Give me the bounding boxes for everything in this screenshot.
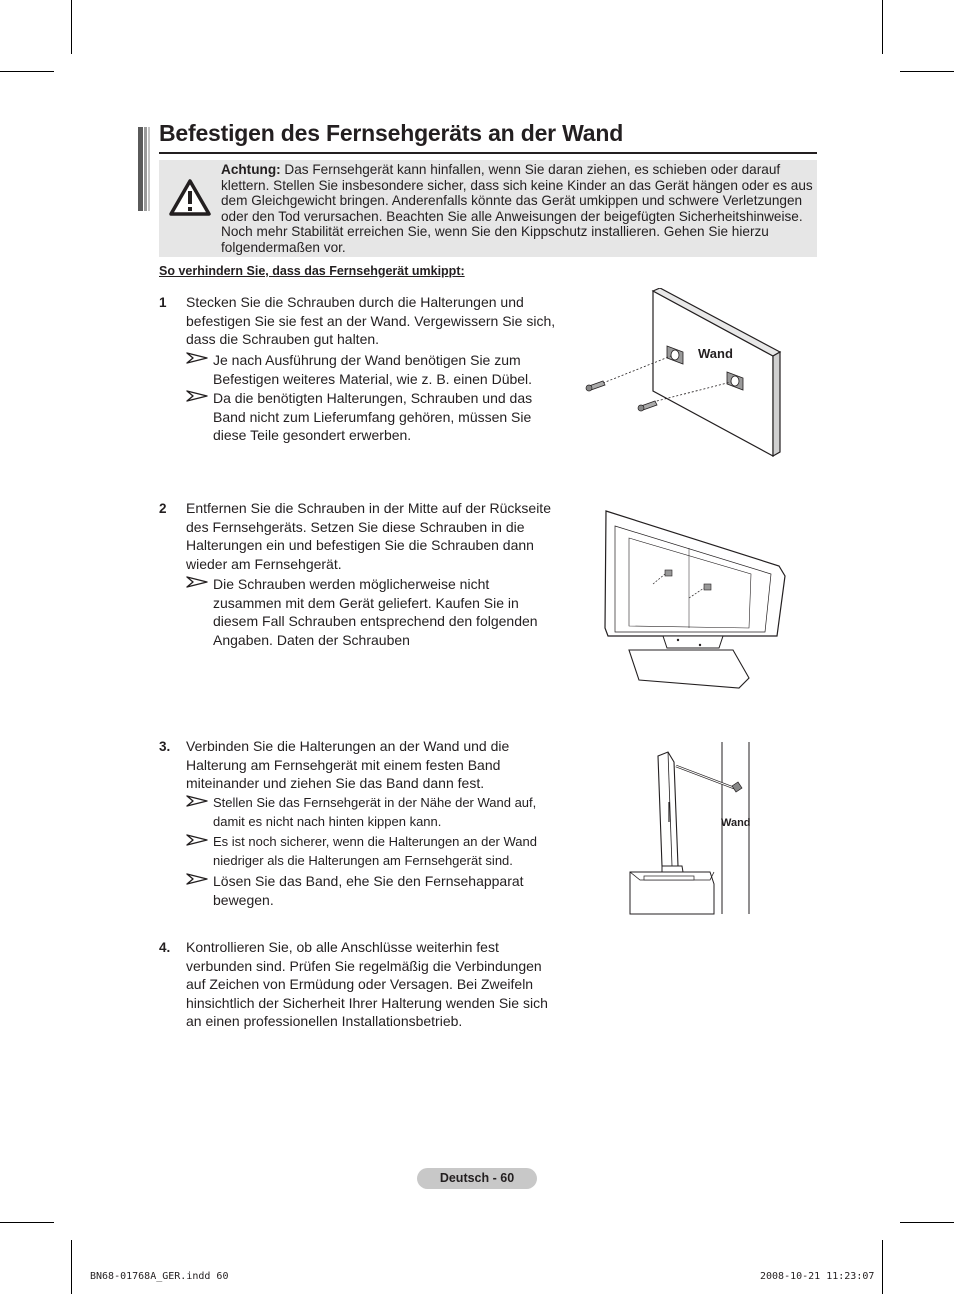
title-decoration	[138, 127, 152, 211]
crop-mark	[900, 1222, 954, 1223]
wall-label: Wand	[698, 346, 733, 361]
caution-text	[221, 162, 813, 256]
step-note	[186, 389, 561, 445]
page-title: Befestigen des Fernsehgeräts an der Wand	[159, 120, 624, 146]
note-text: Stellen Sie das Fernsehgerät in der Nähe der Wand auf, damit es nicht nach hinten kippen kann.	[213, 795, 537, 829]
tv-side-figure	[626, 742, 754, 916]
step-note	[186, 351, 561, 388]
step-number: 4.	[159, 940, 171, 955]
step-text: Entfernen Sie die Schrauben in der Mitte auf der Rückseite des Fernsehgeräts. Setzen Sie diese Schrauben in die Halterungen ein und befestigen Sie die Schrauben dann wieder am Fernsehgerät.	[186, 500, 551, 572]
tv-back-figure	[603, 508, 789, 690]
wall-label: Wand	[721, 817, 751, 829]
note-text: Es ist noch sicherer, wenn die Halterungen an der Wand niedriger als die Halterungen am Fernsehgerät sind.	[213, 834, 537, 868]
title-rule	[159, 152, 817, 154]
crop-mark	[900, 71, 954, 72]
step-text: Verbinden Sie die Halterungen an der Wand und die Halterung am Fernsehgerät mit einem festen Band miteinander und ziehen Sie das Band dann fest.	[186, 738, 510, 792]
section-subheading: So verhindern Sie, dass das Fernsehgerät umkippt:	[159, 264, 465, 278]
caution-label: Achtung:	[221, 162, 281, 177]
crop-mark	[0, 71, 54, 72]
note-arrow-icon	[186, 390, 208, 402]
note-text: Da die benötigten Halterungen, Schrauben und das Band nicht zum Lieferumfang gehören, müssen Sie diese Teile gesondert erwerben.	[213, 390, 533, 444]
wall-brackets-figure	[583, 288, 783, 460]
step-number: 2	[159, 501, 167, 516]
crop-mark	[71, 0, 72, 54]
screw-icon	[586, 381, 605, 391]
step-note	[186, 833, 561, 870]
note-text: Die Schrauben werden möglicherweise nicht zusammen mit dem Gerät geliefert. Kaufen Sie in diesem Fall Schrauben entsprechend den folgenden Angaben. Daten der Schrauben	[213, 576, 538, 648]
crop-mark	[0, 1222, 54, 1223]
step-note	[186, 872, 561, 909]
slug-date: 2008-10-21 11:23:07	[760, 1271, 875, 1282]
note-arrow-icon	[186, 873, 208, 885]
crop-mark	[71, 1240, 72, 1294]
note-arrow-icon	[186, 834, 208, 846]
step-note	[186, 794, 561, 831]
note-text: Lösen Sie das Band, ehe Sie den Fernsehapparat bewegen.	[213, 873, 524, 908]
crop-mark	[882, 1240, 883, 1294]
warning-triangle-icon	[168, 178, 212, 218]
step-number: 3.	[159, 739, 171, 754]
crop-mark	[882, 0, 883, 54]
step-text: Kontrollieren Sie, ob alle Anschlüsse weiterhin fest verbunden sind. Prüfen Sie regelmäßig die Verbindungen auf Zeichen von Ermüdung oder Versagen. Bei Zweifeln hinsichtlich der Sicherheit Ihrer Halterung wenden Sie sich an einen professionellen Installationsbetrieb.	[186, 939, 548, 1030]
note-text: Je nach Ausführung der Wand benötigen Sie zum Befestigen weiteres Material, wie z. B. einen Dübel.	[213, 352, 533, 387]
screw-icon	[638, 401, 657, 411]
page-number-badge: Deutsch - 60	[417, 1168, 537, 1189]
note-arrow-icon	[186, 576, 208, 588]
step-number: 1	[159, 295, 167, 310]
caution-body: Das Fernsehgerät kann hinfallen, wenn Sie daran ziehen, es schieben oder darauf klettern. Stellen Sie insbesondere sicher, dass sich keine Kinder an das Gerät hängen oder es aus dem Gleichgewicht bringen. Anderenfalls könnte das Gerät umkippen und schwere Verletzungen oder den Tod verursachen. Beachten Sie alle Anweisungen der beigefügten Sicherheitshinweise. Noch mehr Stabilität erreichen Sie, wenn Sie den Kippschutz installieren. Gehen Sie hierzu folgendermaßen vor.	[221, 162, 813, 255]
slug-file: BN68-01768A_GER.indd 60	[90, 1271, 229, 1282]
step-note	[186, 575, 561, 649]
screw-icon	[732, 782, 742, 792]
note-arrow-icon	[186, 352, 208, 364]
step-text: Stecken Sie die Schrauben durch die Halterungen und befestigen Sie sie fest an der Wand. Vergewissern Sie sich, dass die Schrauben gut halten.	[186, 294, 556, 348]
note-arrow-icon	[186, 795, 208, 807]
